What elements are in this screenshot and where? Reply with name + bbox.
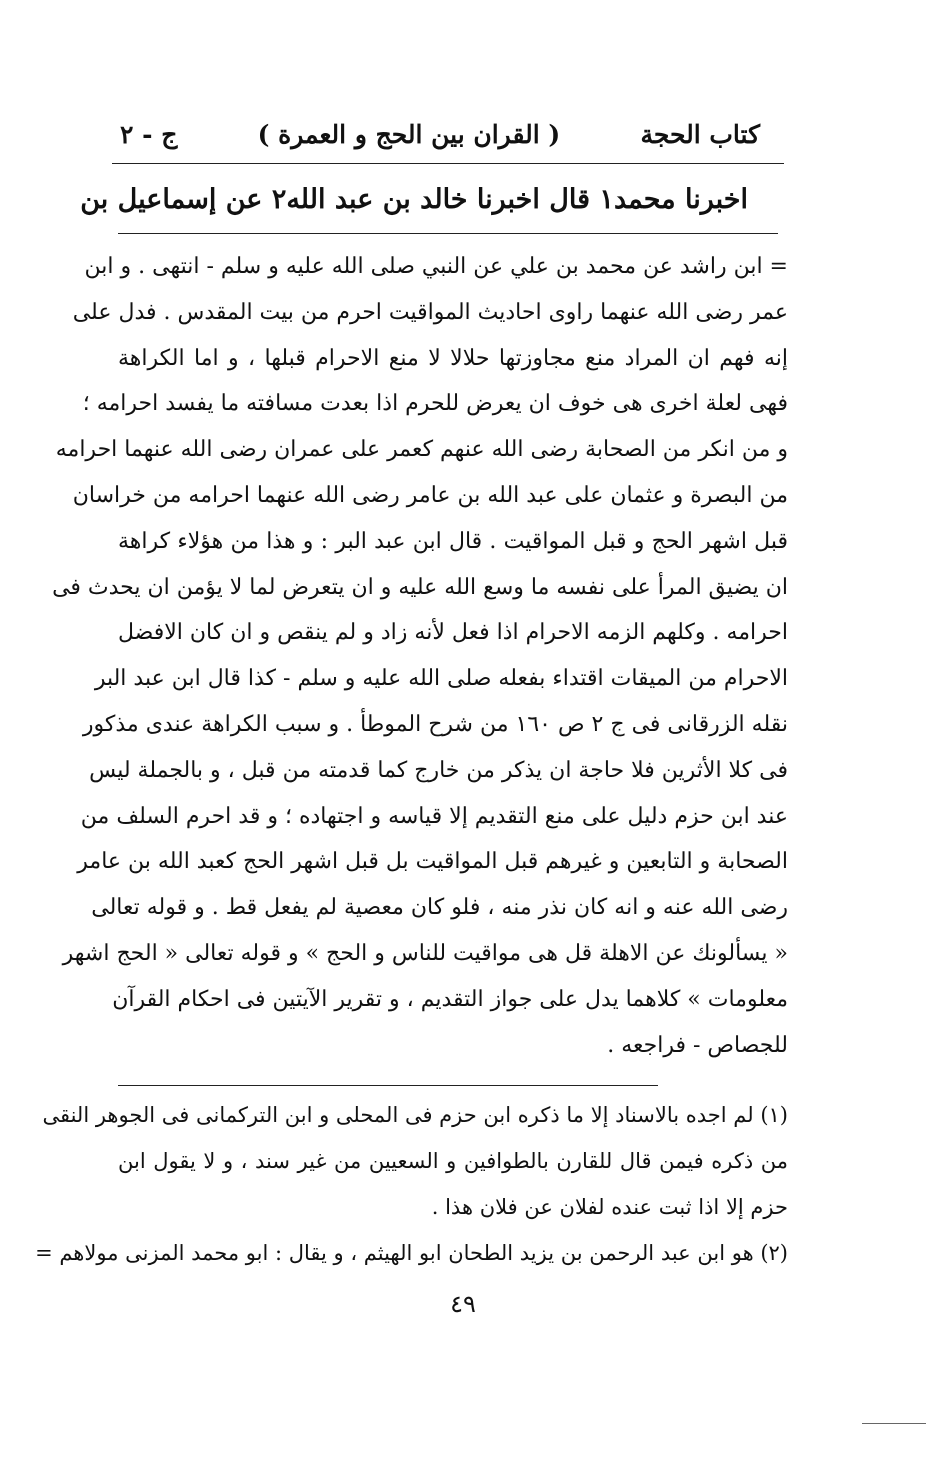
body-line: فهى لعلة اخرى هى خوف ان يعرض للحرم اذا بعدت مسافته ما يفسد احرامه ؛ xyxy=(82,391,788,417)
body-line: من البصرة و عثمان على عبد الله بن عامر رضى الله عنهما احرامه من خراسان xyxy=(72,482,788,508)
running-header xyxy=(120,112,760,156)
footnote-divider xyxy=(118,1085,658,1086)
body-line: الصحابة و التابعين و غيرهم قبل المواقيت بل قبل اشهر الحج كعبد الله بن عامر xyxy=(77,849,788,875)
body-line: فى كلا الأثرين فلا حاجة ان يذكر من خارج كما قدمته من قبل ، و بالجملة ليس xyxy=(89,757,788,783)
footnotes xyxy=(35,1092,788,1276)
footnote-line: من ذكره فيمن قال للقارن بالطوافين و السعيين من غير سند ، و لا يقول ابن xyxy=(118,1149,788,1173)
book-title: كتاب الحجة xyxy=(640,119,760,149)
body-text xyxy=(52,244,788,1068)
body-line: عند ابن حزم دليل على منع التقديم إلا قياسه و اجتهاده ؛ و قد احرم السلف من xyxy=(80,803,788,829)
footnote-line: (٢) هو ابن عبد الرحمن بن يزيد الطحان ابو الهيثم ، و يقال : ابو محمد المزنى مولاهم = xyxy=(35,1241,788,1265)
body-line: = ابن راشد عن محمد بن علي عن النبي صلى الله عليه و سلم - انتهى . و ابن xyxy=(84,254,788,279)
body-line: عمر رضى الله عنهما راوى احاديث المواقيت احرم من بيت المقدس . فدل على xyxy=(72,299,788,325)
body-line: احرامه . وكلهم الزمه الاحرام اذا فعل لأنه زاد و لم ينقص و ان كان الافضل xyxy=(117,620,788,646)
body-line: إنه فهم ان المراد منع مجاوزتها حلالا لا منع الاحرام قبلها ، و اما الكراهة xyxy=(118,345,788,371)
page-number: ٤٩ xyxy=(450,1290,476,1318)
body-line: الاحرام من الميقات اقتداء بفعله صلى الله عليه و سلم - كذا قال ابن عبد البر xyxy=(94,666,788,692)
chapter-title: ( القران بين الحج و العمرة ) xyxy=(257,119,561,149)
body-line: قبل اشهر الحج و قبل المواقيت . قال ابن عبد البر : و هذا من هؤلاء كراهة xyxy=(118,528,788,554)
header-divider xyxy=(112,163,784,164)
footnote-line: (١) لم اجده بالاسناد إلا ما ذكره ابن حزم فى المحلى و ابن التركمانى فى الجوهر النقى xyxy=(42,1103,788,1127)
body-line: للجصاص - فراجعه . xyxy=(607,1032,788,1058)
body-line: رضى الله عنه و انه كان نذر منه ، فلو كان معصية لم يفعل قط . و قوله تعالى xyxy=(91,895,788,921)
corner-mark xyxy=(862,1423,926,1424)
body-line: ان يضيق المرأ على نفسه ما وسع الله عليه و ان يتعرض لما لا يؤمن ان يحدث فى xyxy=(52,574,788,600)
body-line: و من انكر من الصحابة رضى الله عنهم كعمر على عمران رضى الله عنهما احرامه xyxy=(55,437,788,463)
body-line: نقله الزرقانى فى ج ٢ ص ١٦٠ من شرح الموطأ . و سبب الكراهة عندى مذكور xyxy=(82,711,788,737)
body-line: معلومات » كلاهما يدل على جواز التقديم ، و تقرير الآيتين فى احكام القرآن xyxy=(112,986,788,1012)
volume-label: ج - ٢ xyxy=(120,119,178,149)
footnote-line: حزم إلا اذا ثبت عنده لفلان عن فلان هذا . xyxy=(431,1195,788,1219)
opening-line: اخبرنا محمد١ قال اخبرنا خالد بن عبد الله٢ عن إسماعيل بن xyxy=(80,184,748,215)
body-line: « يسألونك عن الاهلة قل هى مواقيت للناس و الحج » و قوله تعالى « الحج اشهر xyxy=(62,940,788,966)
text-divider xyxy=(118,233,778,234)
